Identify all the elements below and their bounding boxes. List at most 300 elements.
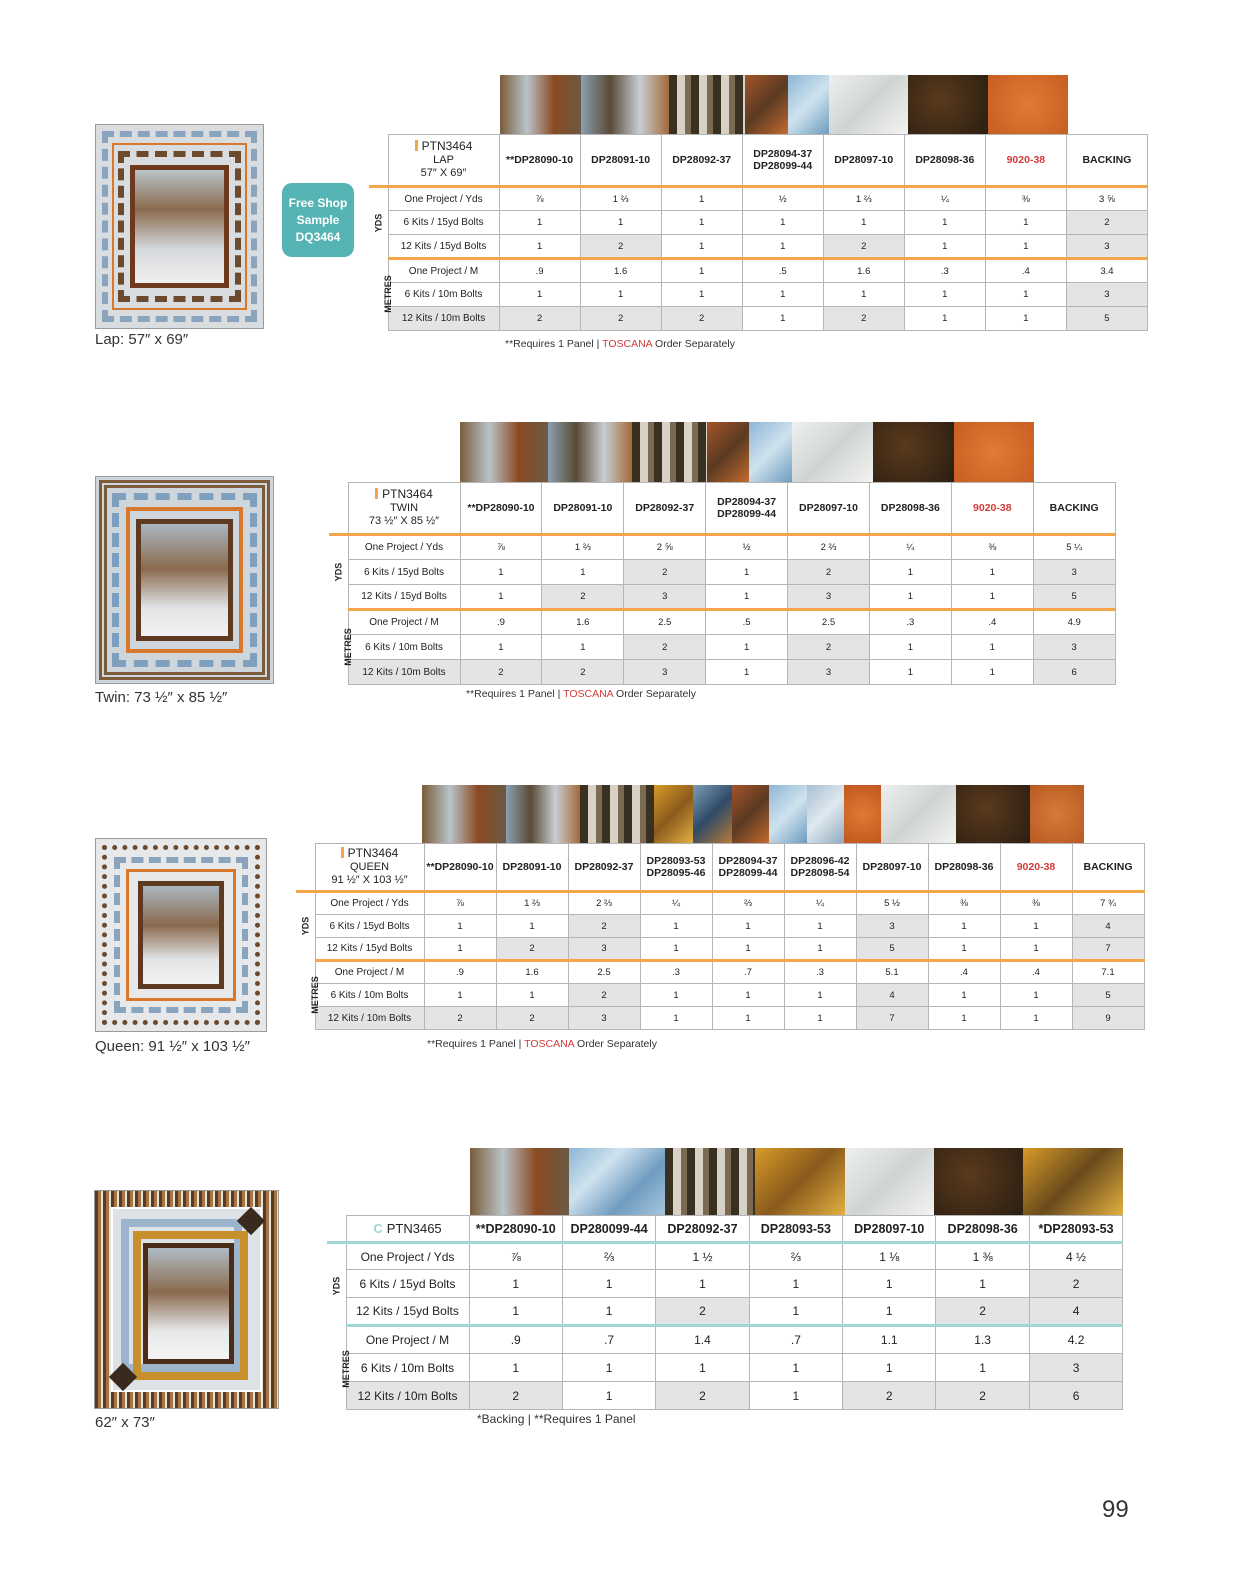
- table-cell: 1: [784, 984, 856, 1007]
- table-cell: 1.6: [496, 961, 568, 984]
- table-cell: 3: [1066, 283, 1147, 307]
- table-cell: 2: [788, 560, 870, 585]
- table-cell: 6: [1029, 1382, 1122, 1410]
- size-name: TWIN: [389, 502, 419, 514]
- column-label: *DP28093-53: [1038, 1221, 1114, 1236]
- table-cell: 3: [788, 585, 870, 610]
- table-cell: 1 ⅔: [580, 187, 661, 211]
- table-cell: 2: [580, 235, 661, 259]
- fabric-swatch: [581, 75, 669, 134]
- table-cell: 1.3: [936, 1326, 1029, 1354]
- table-cell: 5 ½: [856, 892, 928, 915]
- row-label: 12 Kits / 15yd Bolts: [346, 1298, 469, 1326]
- column-label: BACKING: [1082, 154, 1132, 166]
- column-label-2: DP28099-44: [718, 867, 778, 879]
- twin-size-caption: Twin: 73 ½″ x 85 ½″: [95, 689, 228, 706]
- table-cell: .9: [469, 1326, 562, 1354]
- side-text: YDS: [333, 562, 344, 582]
- side-text: YDS: [300, 916, 311, 936]
- column-label-2: DP28098-54: [790, 867, 850, 879]
- table-cell: 1: [869, 585, 951, 610]
- queen-size-caption: Queen: 91 ½″ x 103 ½″: [95, 1038, 250, 1055]
- table-cell: 6: [1033, 660, 1115, 685]
- table-cell: 2 ⅝: [624, 535, 706, 560]
- table-cell: 1.4: [656, 1326, 749, 1354]
- col-header: [424, 844, 496, 892]
- table-cell: 1: [469, 1354, 562, 1382]
- badge-line-2: Sample: [296, 212, 340, 227]
- fabric-swatch: [845, 1148, 934, 1215]
- table-cell: 2: [542, 585, 624, 610]
- table-cell: 1: [640, 1007, 712, 1030]
- corner-blank: [369, 135, 388, 187]
- table-cell: ⅜: [951, 535, 1033, 560]
- col-header: [951, 483, 1033, 535]
- fabric-swatch: [749, 422, 792, 482]
- pattern-number: PTN3465: [386, 1221, 442, 1236]
- row-label: 6 Kits / 10m Bolts: [346, 1354, 469, 1382]
- table-cell: .3: [784, 961, 856, 984]
- fabric-swatch: [769, 785, 807, 843]
- col-header: [640, 844, 712, 892]
- table-cell: 1: [460, 560, 542, 585]
- fabric-swatch: [693, 785, 732, 843]
- size-dims: 91 ½″ X 103 ½″: [331, 874, 408, 886]
- table-cell: 1: [928, 984, 1000, 1007]
- col-header: [823, 135, 904, 187]
- table-cell: 1: [661, 259, 742, 283]
- table-cell: 1: [562, 1298, 655, 1326]
- table-cell: 4: [856, 984, 928, 1007]
- col-header: [499, 135, 580, 187]
- fabric-swatch: [669, 75, 745, 134]
- size-name: QUEEN: [349, 861, 390, 873]
- row-label: 6 Kits / 15yd Bolts: [346, 1270, 469, 1298]
- table-cell: 3: [1033, 560, 1115, 585]
- table-cell: 3.4: [1066, 259, 1147, 283]
- fabric-swatch: [665, 1148, 755, 1215]
- col-header: [749, 1216, 842, 1243]
- fabric-swatch: [788, 75, 829, 134]
- table-cell: 3 ⅝: [1066, 187, 1147, 211]
- table-cell: 3: [624, 660, 706, 685]
- table-cell: 3: [1029, 1354, 1122, 1382]
- table-cell: 1: [742, 307, 823, 331]
- table-cell: .4: [985, 259, 1066, 283]
- table-cell: 1: [985, 307, 1066, 331]
- table-cell: ⅞: [460, 535, 542, 560]
- lap-size-caption: Lap: 57″ x 69″: [95, 331, 189, 348]
- fabric-swatch: [732, 785, 769, 843]
- table-cell: 1: [951, 635, 1033, 660]
- column-label: DP28094-37: [717, 496, 777, 508]
- table-cell: 2 ⅔: [568, 892, 640, 915]
- pattern-header: [315, 844, 424, 892]
- ptn3465-quilt-image: [94, 1190, 279, 1409]
- note-text: Order Separately: [574, 1038, 657, 1050]
- table-cell: ⅜: [928, 892, 1000, 915]
- table-cell: 2: [424, 1007, 496, 1030]
- fabric-swatch: [632, 422, 707, 482]
- table-cell: 4 ½: [1029, 1243, 1122, 1270]
- table-cell: 1: [562, 1270, 655, 1298]
- metres-side-label: [369, 259, 393, 331]
- row-label: 6 Kits / 10m Bolts: [315, 984, 424, 1007]
- pattern-number: PTN3464: [421, 139, 473, 153]
- ptn3465-yardage-table: [327, 1215, 1123, 1410]
- fabric-swatch: [956, 785, 1030, 843]
- table-cell: .3: [640, 961, 712, 984]
- col-header: [624, 483, 706, 535]
- table-cell: 1 ⅔: [496, 892, 568, 915]
- table-cell: 7: [1072, 938, 1144, 961]
- pattern-number: PTN3464: [382, 487, 433, 501]
- col-header: [580, 135, 661, 187]
- table-cell: 1: [1000, 938, 1072, 961]
- table-cell: ¼: [869, 535, 951, 560]
- fabric-swatch: [881, 785, 956, 843]
- column-label: DP28091-10: [591, 154, 651, 166]
- table-cell: 2: [1029, 1270, 1122, 1298]
- fabric-swatch: [460, 422, 548, 482]
- col-header: [1000, 844, 1072, 892]
- pattern-header: [348, 483, 460, 535]
- table-cell: ½: [706, 535, 788, 560]
- table-cell: ⅔: [712, 892, 784, 915]
- column-label-2: DP28099-44: [753, 160, 813, 172]
- table-cell: 1: [823, 283, 904, 307]
- col-header: [1066, 135, 1147, 187]
- table-cell: .9: [460, 610, 542, 635]
- fabric-swatch: [934, 1148, 1023, 1215]
- queen-quilt-image: [95, 838, 267, 1032]
- fabric-swatch: [548, 422, 632, 482]
- col-header: [460, 483, 542, 535]
- table-cell: 1: [499, 235, 580, 259]
- col-header: [742, 135, 823, 187]
- table-cell: 1: [904, 235, 985, 259]
- table-cell: ⅔: [749, 1243, 842, 1270]
- table-cell: 3: [788, 660, 870, 685]
- table-cell: ¼: [640, 892, 712, 915]
- row-label: 12 Kits / 15yd Bolts: [388, 235, 499, 259]
- side-text: METRES: [342, 627, 353, 666]
- table-cell: 1: [656, 1270, 749, 1298]
- table-cell: 1: [928, 938, 1000, 961]
- table-cell: 1: [460, 635, 542, 660]
- table-cell: 1.6: [823, 259, 904, 283]
- column-label: **DP28090-10: [426, 861, 494, 873]
- row-label: 12 Kits / 10m Bolts: [315, 1007, 424, 1030]
- note-text: **Requires 1 Panel |: [505, 338, 603, 350]
- table-cell: 5: [1066, 307, 1147, 331]
- table-cell: 1: [951, 660, 1033, 685]
- table-cell: 1: [742, 283, 823, 307]
- badge-line-3: DQ3464: [295, 229, 341, 244]
- column-label: DP28093-53: [646, 855, 706, 867]
- column-label: DP28098-36: [934, 861, 994, 873]
- table-cell: 2: [823, 235, 904, 259]
- table-cell: 2: [568, 915, 640, 938]
- table-cell: ⅞: [499, 187, 580, 211]
- table-cell: 1: [424, 938, 496, 961]
- yds-side-label: [329, 535, 348, 610]
- twin-yardage-table: [329, 482, 1116, 685]
- table-cell: 1: [784, 938, 856, 961]
- col-header: [712, 844, 784, 892]
- table-cell: 1: [661, 187, 742, 211]
- table-cell: 1: [951, 560, 1033, 585]
- table-cell: 2.5: [624, 610, 706, 635]
- table-cell: 9: [1072, 1007, 1144, 1030]
- fabric-swatch: [569, 1148, 665, 1215]
- table-cell: .7: [562, 1326, 655, 1354]
- fabric-swatch: [707, 422, 749, 482]
- table-cell: ⅞: [424, 892, 496, 915]
- table-cell: 1: [985, 235, 1066, 259]
- table-cell: ⅔: [562, 1243, 655, 1270]
- table-cell: 4.9: [1033, 610, 1115, 635]
- metres-side-label: [296, 961, 320, 1030]
- corner-blank: [329, 483, 348, 535]
- row-label: 12 Kits / 10m Bolts: [348, 660, 460, 685]
- yds-side-label: [369, 187, 388, 259]
- corner-blank: [327, 1216, 346, 1243]
- fabric-swatch: [422, 785, 506, 843]
- column-label: DP28094-37: [718, 855, 778, 867]
- table-cell: 2: [936, 1298, 1029, 1326]
- table-cell: 2: [788, 635, 870, 660]
- row-label: 6 Kits / 15yd Bolts: [388, 211, 499, 235]
- row-label: One Project / M: [315, 961, 424, 984]
- table-cell: ⅜: [1000, 892, 1072, 915]
- note-highlight: TOSCANA: [524, 1038, 575, 1050]
- twin-fabric-swatches: [460, 422, 1034, 482]
- row-label: 6 Kits / 10m Bolts: [388, 283, 499, 307]
- table-cell: 3: [624, 585, 706, 610]
- col-header: [568, 844, 640, 892]
- table-cell: 1: [869, 560, 951, 585]
- table-cell: 2: [568, 984, 640, 1007]
- twin-footnote: [466, 688, 696, 700]
- table-cell: 1: [843, 1354, 936, 1382]
- table-cell: ¼: [904, 187, 985, 211]
- note-text: **Requires 1 Panel |: [427, 1038, 525, 1050]
- table-cell: 2: [936, 1382, 1029, 1410]
- table-cell: 1: [562, 1382, 655, 1410]
- table-cell: 1.6: [580, 259, 661, 283]
- ptn3465-size-caption: 62″ x 73″: [95, 1414, 155, 1431]
- table-cell: 1: [661, 235, 742, 259]
- table-cell: 1: [640, 915, 712, 938]
- table-cell: 2: [1066, 211, 1147, 235]
- fabric-swatch: [829, 75, 908, 134]
- table-cell: 1: [869, 635, 951, 660]
- fabric-swatch: [580, 785, 654, 843]
- row-label: 6 Kits / 10m Bolts: [348, 635, 460, 660]
- table-cell: 1: [496, 984, 568, 1007]
- table-cell: 1: [749, 1354, 842, 1382]
- table-cell: 3: [568, 1007, 640, 1030]
- table-cell: 5.1: [856, 961, 928, 984]
- col-header: [784, 844, 856, 892]
- table-cell: 1: [706, 560, 788, 585]
- table-cell: 3: [1066, 235, 1147, 259]
- column-label: DP28092-37: [672, 154, 732, 166]
- ptn3465-footnote: *Backing | **Requires 1 Panel: [477, 1412, 636, 1426]
- table-cell: 1: [706, 635, 788, 660]
- table-cell: 1: [424, 984, 496, 1007]
- fabric-swatch: [745, 75, 788, 134]
- pattern-number: PTN3464: [347, 846, 399, 860]
- table-cell: 2: [843, 1382, 936, 1410]
- column-label-2: DP28095-46: [646, 867, 706, 879]
- table-cell: 1: [936, 1354, 1029, 1382]
- table-cell: ½: [742, 187, 823, 211]
- side-text: YDS: [331, 1276, 342, 1296]
- table-cell: 1: [661, 211, 742, 235]
- lap-footnote: [505, 338, 735, 350]
- table-cell: 1: [706, 585, 788, 610]
- table-cell: 1: [424, 915, 496, 938]
- table-cell: 1: [499, 211, 580, 235]
- table-cell: 4: [1072, 915, 1144, 938]
- table-cell: 1: [712, 1007, 784, 1030]
- table-cell: 3: [568, 938, 640, 961]
- table-cell: 1: [712, 915, 784, 938]
- column-label: **DP28090-10: [467, 502, 535, 514]
- table-cell: 1: [951, 585, 1033, 610]
- table-cell: 2: [624, 560, 706, 585]
- pattern-header: [346, 1216, 469, 1243]
- col-header: [869, 483, 951, 535]
- table-cell: 2 ⅔: [788, 535, 870, 560]
- table-cell: 4: [1029, 1298, 1122, 1326]
- note-text: **Requires 1 Panel |: [466, 688, 564, 700]
- table-cell: 2: [496, 938, 568, 961]
- col-header: [1029, 1216, 1122, 1243]
- fabric-swatch: [755, 1148, 845, 1215]
- fabric-swatch: [844, 785, 881, 843]
- metres-side-label: [329, 610, 353, 685]
- table-cell: 1: [661, 283, 742, 307]
- column-label: DP28098-36: [880, 502, 940, 514]
- table-cell: .4: [951, 610, 1033, 635]
- badge-line-1: Free Shop: [288, 195, 348, 210]
- metres-side-label: [327, 1326, 351, 1410]
- queen-footnote: [427, 1038, 657, 1050]
- row-label: 6 Kits / 15yd Bolts: [315, 915, 424, 938]
- table-cell: 2: [469, 1382, 562, 1410]
- table-cell: ⅜: [985, 187, 1066, 211]
- table-cell: 1: [936, 1270, 1029, 1298]
- row-label: 12 Kits / 15yd Bolts: [348, 585, 460, 610]
- side-text: YDS: [373, 213, 384, 233]
- col-header: [843, 1216, 936, 1243]
- column-label: DP28097-10: [854, 1221, 925, 1236]
- table-cell: 5: [856, 938, 928, 961]
- column-label: DP28098-36: [915, 154, 975, 166]
- size-dims: 57″ X 69″: [420, 167, 467, 179]
- col-header: [469, 1216, 562, 1243]
- column-label: BACKING: [1083, 861, 1133, 873]
- table-cell: .4: [928, 961, 1000, 984]
- column-label: 9020-38: [973, 502, 1012, 514]
- table-cell: 1: [985, 283, 1066, 307]
- table-cell: 1: [823, 211, 904, 235]
- table-cell: 1: [469, 1298, 562, 1326]
- table-cell: 5: [1033, 585, 1115, 610]
- column-label: DP28097-10: [799, 502, 858, 514]
- table-cell: 7.1: [1072, 961, 1144, 984]
- table-cell: .3: [904, 259, 985, 283]
- note-text: Order Separately: [613, 688, 696, 700]
- table-cell: 3: [856, 915, 928, 938]
- column-label: DP28093-53: [760, 1221, 831, 1236]
- table-cell: 1: [869, 660, 951, 685]
- table-cell: 1 ⅔: [542, 535, 624, 560]
- table-cell: 2: [460, 660, 542, 685]
- table-cell: 1: [742, 235, 823, 259]
- row-label: One Project / Yds: [388, 187, 499, 211]
- row-label: 12 Kits / 15yd Bolts: [315, 938, 424, 961]
- table-cell: 1: [460, 585, 542, 610]
- table-cell: 1: [904, 307, 985, 331]
- table-cell: 1.6: [542, 610, 624, 635]
- side-text: METRES: [309, 975, 320, 1014]
- fabric-swatch: [908, 75, 988, 134]
- table-cell: 1: [1000, 1007, 1072, 1030]
- column-label: DP28098-36: [947, 1221, 1018, 1236]
- column-label: DP28092-37: [667, 1221, 738, 1236]
- table-cell: 1: [904, 283, 985, 307]
- table-cell: 7 ¾: [1072, 892, 1144, 915]
- table-cell: 1 ⅛: [843, 1243, 936, 1270]
- table-cell: 1 ½: [656, 1243, 749, 1270]
- table-cell: 2: [580, 307, 661, 331]
- row-label: One Project / Yds: [315, 892, 424, 915]
- lap-yardage-table: [369, 134, 1148, 331]
- ptn3465-fabric-swatches: [470, 1148, 1123, 1215]
- column-label: BACKING: [1049, 502, 1099, 514]
- table-cell: 1 ⅜: [936, 1243, 1029, 1270]
- table-cell: .5: [742, 259, 823, 283]
- col-header: [496, 844, 568, 892]
- size-name: LAP: [433, 154, 454, 166]
- fabric-swatch: [792, 422, 873, 482]
- table-cell: 1: [985, 211, 1066, 235]
- table-cell: 1: [749, 1298, 842, 1326]
- table-cell: 1: [784, 915, 856, 938]
- c-icon: C: [373, 1221, 383, 1236]
- table-cell: 2.5: [568, 961, 640, 984]
- fabric-swatch: [873, 422, 954, 482]
- table-cell: 1: [706, 660, 788, 685]
- lap-quilt-image: [95, 124, 264, 329]
- lap-fabric-swatches: [500, 75, 1068, 134]
- table-cell: .4: [1000, 961, 1072, 984]
- table-cell: 1: [640, 984, 712, 1007]
- table-cell: 1: [712, 938, 784, 961]
- column-label-2: DP28099-44: [717, 508, 777, 520]
- corner-blank: [296, 844, 315, 892]
- row-label: One Project / M: [346, 1326, 469, 1354]
- table-cell: 1: [496, 915, 568, 938]
- column-label: DP28094-37: [753, 148, 813, 160]
- table-cell: 1: [749, 1270, 842, 1298]
- table-cell: 1: [469, 1270, 562, 1298]
- table-cell: 1: [749, 1382, 842, 1410]
